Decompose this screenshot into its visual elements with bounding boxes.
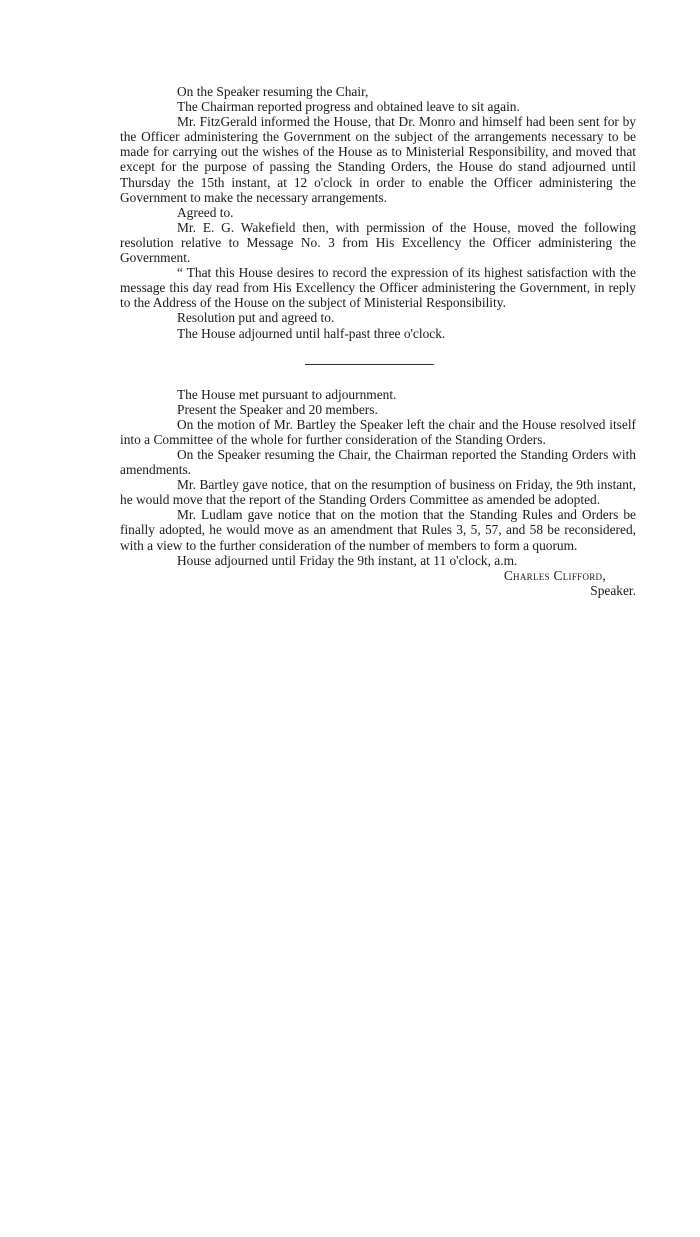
paragraph: Mr. FitzGerald informed the House, that Dr. Monro and himself had been sent for by the Officer administering the Government on the subject of the arrangements necessary to be made for carrying out the wishes of the House as to Ministerial Responsibility, and moved that except for the purpose of passing the Standing Orders, the House do stand adjourned until Thursday the 15th instant, at 12 o'clock in order to enable the Officer administering the Government to make the necessary arrangements. [120,114,636,205]
paragraph: House adjourned until Friday the 9th instant, at 11 o'clock, a.m. [177,552,518,568]
paragraph: Present the Speaker and 20 members. [177,401,378,417]
paragraph: The Chairman reported progress and obtained leave to sit again. [177,99,520,115]
paragraph: Resolution put and agreed to. [177,310,335,326]
journal-page [120,84,636,598]
signature-block [120,568,636,598]
section-first-sitting [120,84,636,341]
paragraph: Agreed to. [177,204,234,220]
signatory-title: Speaker. [590,582,636,598]
paragraph: “ That this House desires to record the expression of its highest satisfaction with the message this day read from His Excellency the Officer administering the Government, in reply to the Address of the House on the subject of Ministerial Responsibility. [120,265,636,311]
paragraph: The House adjourned until half-past three o'clock. [177,325,446,341]
paragraph: Mr. Ludlam gave notice that on the motion that the Standing Rules and Orders be finally adopted, he would move as an amendment that Rules 3, 5, 57, and 58 be reconsidered, with a view to the further consideration of the number of members to form a quorum. [120,507,636,553]
paragraph: On the motion of Mr. Bartley the Speaker left the chair and the House resolved itself into a Committee of the whole for further consideration of the Standing Orders. [120,416,636,447]
signatory-name: Charles Clifford, [503,567,606,583]
paragraph: On the Speaker resuming the Chair, [177,84,369,99]
section-second-sitting [120,387,636,568]
paragraph: Mr. E. G. Wakefield then, with permission of the House, moved the following resolution relative to Message No. 3 from His Excellency the Officer administering the Government. [120,219,636,266]
paragraph: Mr. Bartley gave notice, that on the resumption of business on Friday, the 9th instant, he would move that the report of the Standing Orders Committee as amended be adopted. [120,477,636,508]
section-divider [305,364,434,365]
paragraph: On the Speaker resuming the Chair, the Chairman reported the Standing Orders with amendments. [120,446,636,478]
paragraph: The House met pursuant to adjournment. [177,386,397,402]
